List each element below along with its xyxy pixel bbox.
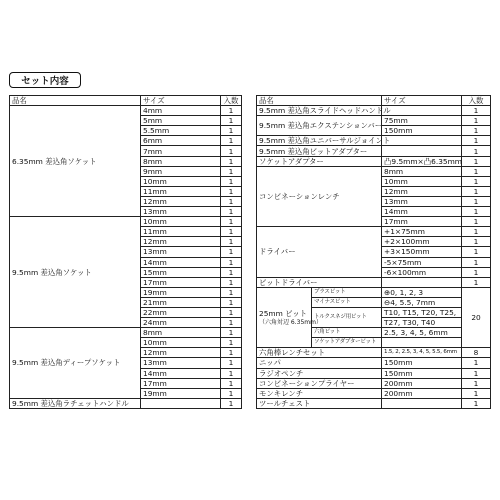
item-qty: 1: [221, 318, 242, 328]
bit-type: 六角ビット: [312, 328, 382, 338]
item-qty: 1: [462, 196, 491, 206]
item-size: 13mm: [141, 247, 221, 257]
item-name: 9.5mm 差込角ビットアダプター: [257, 146, 382, 156]
item-qty: 1: [221, 297, 242, 307]
item-size: 22mm: [141, 307, 221, 317]
item-size: 1.5, 2, 2.5, 3, 4, 5, 5.5, 6mm: [382, 348, 462, 358]
bit-type: トルクスネジ用ビット: [312, 307, 382, 327]
item-name: 9.5mm 差込角エクステンションバー: [257, 116, 382, 136]
item-qty: 1: [221, 307, 242, 317]
item-size: [382, 146, 462, 156]
item-name: ツールチェスト: [257, 398, 382, 408]
item-name: ラジオペンチ: [257, 368, 382, 378]
bit-set-subtitle: （六角対辺 6.35mm）: [259, 318, 322, 326]
item-qty: 1: [221, 348, 242, 358]
item-qty: 1: [462, 267, 491, 277]
item-size: [382, 136, 462, 146]
item-qty: 1: [462, 277, 491, 287]
item-qty: 1: [462, 126, 491, 136]
bit-size: T27, T30, T40: [382, 318, 462, 328]
item-qty: 1: [221, 328, 242, 338]
item-size: 13mm: [382, 196, 462, 206]
item-size: 12mm: [141, 196, 221, 206]
item-qty: 1: [221, 247, 242, 257]
table-row: [10, 96, 242, 106]
item-qty: 1: [221, 106, 242, 116]
table-row: [257, 96, 491, 106]
item-qty: 1: [221, 368, 242, 378]
item-qty: 1: [221, 227, 242, 237]
left-contents-table: [9, 95, 242, 409]
item-qty: 1: [221, 358, 242, 368]
item-name: コンビネーションレンチ: [257, 166, 382, 227]
item-qty: 1: [221, 267, 242, 277]
item-size: 21mm: [141, 297, 221, 307]
item-name: コンビネーションプライヤー: [257, 378, 382, 388]
item-size: [382, 398, 462, 408]
item-qty: 1: [221, 257, 242, 267]
item-name: 9.5mm 差込角スライドヘッドハンドル: [257, 106, 382, 116]
item-size: 14mm: [382, 207, 462, 217]
item-size: 5.5mm: [141, 126, 221, 136]
bit-qty: 20: [462, 287, 491, 348]
item-size: 200mm: [382, 378, 462, 388]
table-row: [257, 378, 491, 388]
item-qty: 1: [221, 116, 242, 126]
item-size: 10mm: [382, 176, 462, 186]
item-size: 19mm: [141, 388, 221, 398]
item-qty: 1: [462, 146, 491, 156]
item-name: 六角棒レンチセット: [257, 348, 382, 358]
item-size: 150mm: [382, 368, 462, 378]
item-qty: 1: [462, 176, 491, 186]
item-qty: 1: [221, 126, 242, 136]
item-size: 4mm: [141, 106, 221, 116]
item-qty: 1: [462, 388, 491, 398]
item-size: 11mm: [141, 186, 221, 196]
item-name: ニッパ: [257, 358, 382, 368]
bit-type: ソケットアダプタービット: [312, 338, 382, 348]
item-size: 24mm: [141, 318, 221, 328]
table-row: [257, 146, 491, 156]
item-size: -6×100mm: [382, 267, 462, 277]
item-size: 10mm: [141, 217, 221, 227]
item-qty: 1: [462, 136, 491, 146]
header-size: サイズ: [141, 96, 221, 106]
table-row: [257, 277, 491, 287]
table-row: [257, 116, 491, 126]
item-qty: 1: [221, 287, 242, 297]
item-size: [382, 106, 462, 116]
item-size: 8mm: [141, 156, 221, 166]
item-size: 150mm: [382, 126, 462, 136]
item-qty: 1: [221, 166, 242, 176]
bit-size: ⊖4, 5.5, 7mm: [382, 297, 462, 307]
item-size: 10mm: [141, 338, 221, 348]
item-size: 6mm: [141, 136, 221, 146]
table-row: [10, 398, 242, 408]
item-qty: 1: [462, 378, 491, 388]
header-qty: 入数: [221, 96, 242, 106]
item-qty: 1: [221, 196, 242, 206]
item-size: 15mm: [141, 267, 221, 277]
bit-type: プラスビット: [312, 287, 382, 297]
table-row: [257, 227, 491, 237]
item-name: 6.35mm 差込角ソケット: [10, 106, 141, 217]
item-size: 8mm: [141, 328, 221, 338]
item-size: 14mm: [141, 368, 221, 378]
item-name: ビットドライバー: [257, 277, 382, 287]
item-size: 11mm: [141, 227, 221, 237]
item-size: -5×75mm: [382, 257, 462, 267]
item-size: 12mm: [141, 348, 221, 358]
item-qty: 1: [462, 358, 491, 368]
item-qty: 1: [221, 207, 242, 217]
item-size: 凸9.5mm×凸6.35mm: [382, 156, 462, 166]
item-size: +2×100mm: [382, 237, 462, 247]
item-qty: 1: [221, 378, 242, 388]
item-qty: 1: [462, 156, 491, 166]
item-name: 9.5mm 差込角ユニバーサルジョイント: [257, 136, 382, 146]
header-qty: 入数: [462, 96, 491, 106]
item-qty: 1: [462, 368, 491, 378]
item-qty: 1: [221, 136, 242, 146]
item-size: [382, 277, 462, 287]
item-qty: 1: [221, 176, 242, 186]
item-size: 17mm: [141, 378, 221, 388]
table-row: [257, 136, 491, 146]
item-qty: 1: [462, 217, 491, 227]
item-qty: 1: [221, 237, 242, 247]
bit-set-name: [257, 287, 322, 348]
item-qty: 1: [221, 186, 242, 196]
item-size: 5mm: [141, 116, 221, 126]
item-qty: 1: [221, 338, 242, 348]
table-row: [257, 106, 491, 116]
item-size: +1×75mm: [382, 227, 462, 237]
item-qty: 1: [221, 146, 242, 156]
item-size: 10mm: [141, 176, 221, 186]
item-size: [141, 398, 221, 408]
table-row: [257, 348, 491, 358]
bit-type: マイナスビット: [312, 297, 382, 307]
item-qty: 1: [462, 207, 491, 217]
table-row: [10, 106, 242, 116]
item-size: 17mm: [382, 217, 462, 227]
table-row: [257, 398, 491, 408]
item-name: 9.5mm 差込角ラチェットハンドル: [10, 398, 141, 408]
bit-size: [382, 338, 462, 348]
item-qty: 8: [462, 348, 491, 358]
table-row: [257, 166, 491, 176]
item-qty: 1: [221, 398, 242, 408]
table-row: [257, 358, 491, 368]
bit-size: 2.5, 3, 4, 5, 6mm: [382, 328, 462, 338]
item-name: モンキレンチ: [257, 388, 382, 398]
item-size: 9mm: [141, 166, 221, 176]
item-size: 19mm: [141, 287, 221, 297]
table-row: [257, 156, 491, 166]
item-size: 200mm: [382, 388, 462, 398]
item-qty: 1: [221, 388, 242, 398]
item-qty: 1: [221, 156, 242, 166]
table-row: [257, 388, 491, 398]
table-row: [10, 217, 242, 227]
item-name: 9.5mm 差込角ソケット: [10, 217, 141, 328]
item-size: 7mm: [141, 146, 221, 156]
item-size: 13mm: [141, 358, 221, 368]
item-size: 8mm: [382, 166, 462, 176]
item-size: 17mm: [141, 277, 221, 287]
item-qty: 1: [462, 106, 491, 116]
item-qty: 1: [221, 217, 242, 227]
item-name: ドライバー: [257, 227, 382, 277]
item-name: ソケットアダプター: [257, 156, 382, 166]
item-qty: 1: [462, 247, 491, 257]
header-size: サイズ: [382, 96, 462, 106]
bit-set-title: 25mm ビット: [259, 308, 308, 318]
right-contents-table: [256, 95, 491, 409]
item-qty: 1: [462, 227, 491, 237]
item-size: 14mm: [141, 257, 221, 267]
item-size: 150mm: [382, 358, 462, 368]
table-row: [10, 328, 242, 338]
item-size: 12mm: [382, 186, 462, 196]
item-qty: 1: [462, 398, 491, 408]
item-size: 13mm: [141, 207, 221, 217]
item-size: 12mm: [141, 237, 221, 247]
item-qty: 1: [462, 237, 491, 247]
page-title: セット内容: [9, 72, 81, 88]
item-qty: 1: [221, 277, 242, 287]
item-size: +3×150mm: [382, 247, 462, 257]
table-row: [257, 287, 491, 297]
item-name: 9.5mm 差込角ディープソケット: [10, 328, 141, 399]
header-name: 品名: [257, 96, 382, 106]
table-row: [257, 368, 491, 378]
bit-size: T10, T15, T20, T25,: [382, 307, 462, 317]
bit-size: ⊕0, 1, 2, 3: [382, 287, 462, 297]
item-qty: 1: [462, 186, 491, 196]
item-qty: 1: [462, 166, 491, 176]
header-name: 品名: [10, 96, 141, 106]
item-qty: 1: [462, 116, 491, 126]
item-size: 75mm: [382, 116, 462, 126]
item-qty: 1: [462, 257, 491, 267]
